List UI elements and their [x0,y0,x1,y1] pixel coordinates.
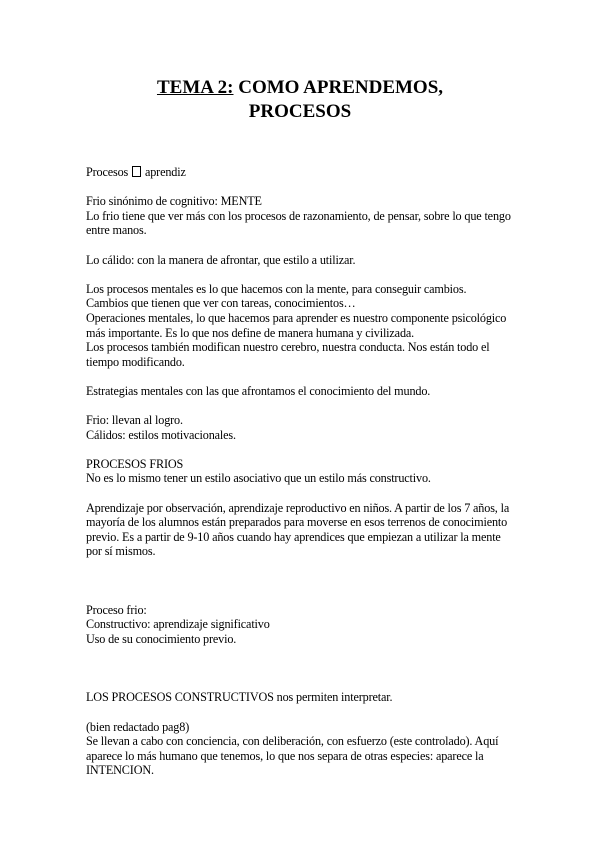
paragraph-aprendizaje-observacion: Aprendizaje por observación, aprendizaje reproductivo en niños. A partir de los 7 años, la mayoría de los alumnos están preparados para moverse en esos terrenos de conocimiento previo. Es a partir de 9-10 años cuando hay aprendices que empiezan a utilizar la mente por sí mismos. [86,500,510,559]
paragraph-frio-tiene: Lo frio tiene que ver más con los procesos de razonamiento, de pensar, sobre lo que tengo entre manos. [86,208,511,238]
document-body [86,165,514,778]
heading-procesos-frios: PROCESOS FRIOS [86,456,184,471]
title-tema: TEMA 2: [156,77,234,98]
paragraph-procesos-constructivos: LOS PROCESOS CONSTRUCTIVOS nos permiten interpretar. [86,690,393,705]
title-line-2: PROCESOS [248,101,352,122]
arrow-placeholder-icon [132,166,141,177]
paragraph-calidos: Cálidos: estilos motivacionales. [86,427,236,442]
paragraph-no-es-lo-mismo: No es lo mismo tener un estilo asociativo que un estilo más constructivo. [86,471,431,486]
paragraph-constructivo: Constructivo: aprendizaje significativo [86,617,270,632]
paragraph-uso-conocimiento: Uso de su conocimiento previo. [86,632,237,647]
paragraph-frio-logro: Frio: llevan al logro. [86,413,183,428]
paragraph-procesos-aprendiz [86,165,514,180]
paragraph-modifican: Los procesos también modifican nuestro cerebro, nuestra conducta. Nos están todo el tiempo modificando. [86,340,490,369]
title-line-1 [86,76,514,100]
page-title [86,0,514,124]
paragraph-estrategias: Estrategias mentales con las que afrontamos el conocimiento del mundo. [86,383,431,398]
paragraph-calido: Lo cálido: con la manera de afrontar, que estilo a utilizar. [86,252,356,267]
procesos-text: Procesos [86,165,129,179]
paragraph-se-llevan: Se llevan a cabo con conciencia, con deliberación, con esfuerzo (este controlado). Aquí aparece lo más humano que tenemos, lo que nos separa de otras especies: aparece la INTENCION. [86,734,499,778]
paragraph-bien-redactado: (bien redactado pag8) [86,719,190,734]
aprendiz-text: aprendiz [144,165,186,179]
paragraph-proceso-frio: Proceso frio: [86,602,147,617]
paragraph-procesos-mentales: Los procesos mentales es lo que hacemos con la mente, para conseguir cambios. [86,281,467,296]
paragraph-cambios: Cambios que tienen que ver con tareas, conocimientos… [86,296,356,311]
paragraph-frio-sinonimo: Frio sinónimo de cognitivo: MENTE [86,194,262,209]
title-rest: COMO APRENDEMOS, [238,77,444,98]
paragraph-operaciones: Operaciones mentales, lo que hacemos para aprender es nuestro componente psicológico más importante. Es lo que nos define de manera humana y civilizada. [86,310,507,340]
